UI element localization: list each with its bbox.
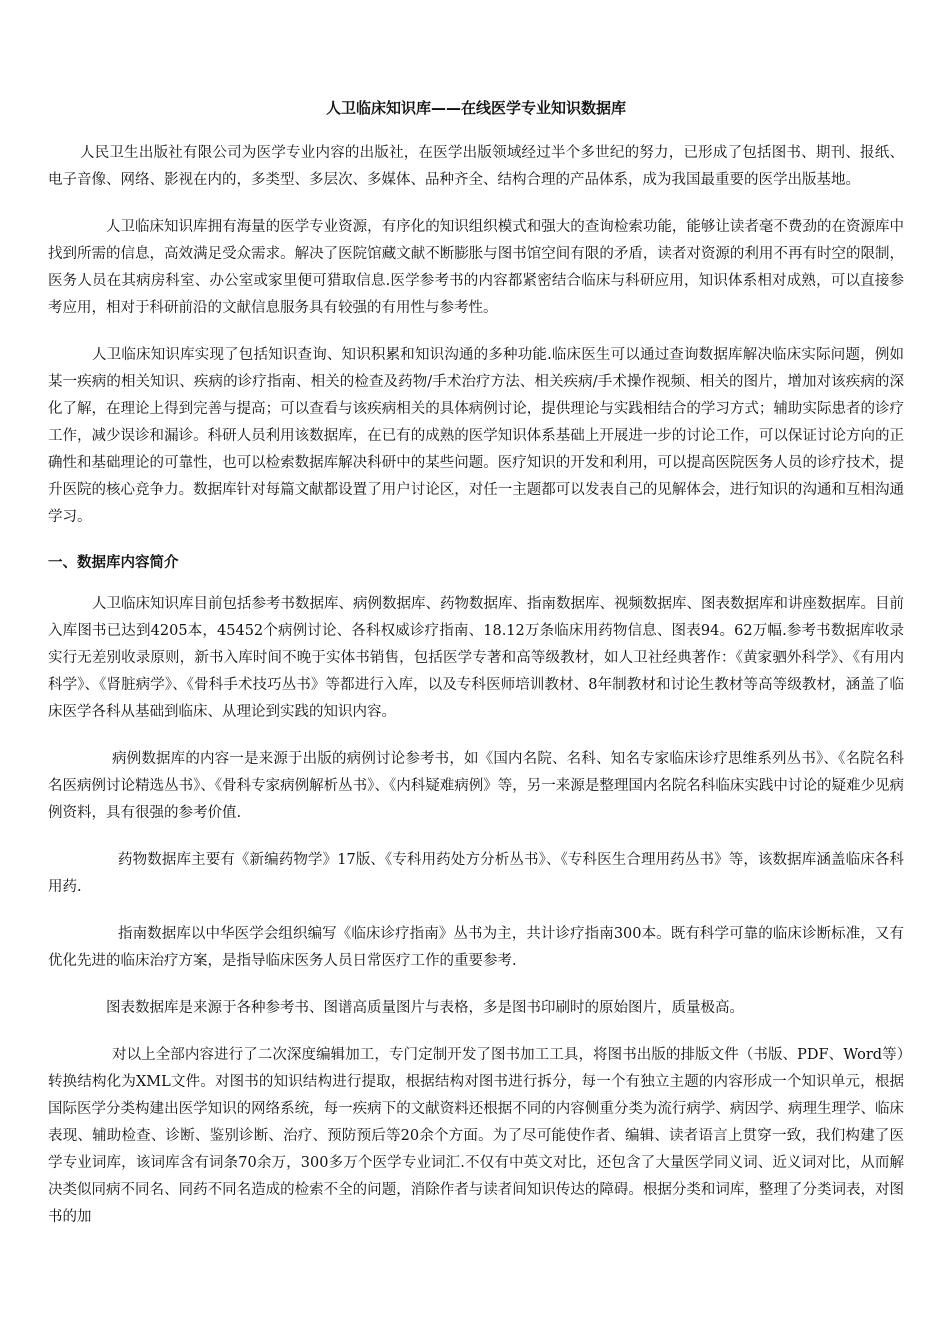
section-heading-content-overview: 一、数据库内容简介: [48, 555, 179, 571]
paragraph-database-overview: 人卫临床知识库目前包括参考书数据库、病例数据库、药物数据库、指南数据库、视频数据库、图表数据库和讲座数据库。目前入库图书已达到4205本，45452个病例讨论、各科权威诊疗指南、18.12万条临床用药物信息、图表94。62万幅.参考书数据库收录实行无差别收录原则，新书入库时间不晚于实体书销售，包括医学专著和高等级教材，如人卫社经典著作：《黄家驷外科学》、《有用内科学》、《肾脏病学》、《骨科手术技巧丛书》等都进行入库，以及专科医师培训教材、8年制教材和讨论生教材等高等级教材，涵盖了临床医学各科从基础到临床、从理论到实践的知识内容。: [48, 596, 904, 720]
intro-paragraph-publisher: 人民卫生出版社有限公司为医学专业内容的出版社，在医学出版领域经过半个多世纪的努力，已形成了包括图书、期刊、报纸、电子音像、网络、影视在内的，多类型、多层次、多媒体、品种齐全、结构合理的产品体系，成为我国最重要的医学出版基地。: [48, 145, 904, 188]
intro-paragraph-functions: 人卫临床知识库实现了包括知识查询、知识积累和知识沟通的多种功能.临床医生可以通过查询数据库解决临床实际问题，例如某一疾病的相关知识、疾病的诊疗指南、相关的检查及药物/手术治疗方法、相关疾病/手术操作视频、相关的图片，增加对该疾病的深化了解，在理论上得到完善与提高；可以查看与该疾病相关的具体病例讨论，提供理论与实践相结合的学习方式；辅助实际患者的诊疗工作，减少误诊和漏诊。科研人员利用该数据库，在已有的成熟的医学知识体系基础上开展进一步的讨论工作，可以保证讨论方向的正确性和基础理论的可靠性，也可以检索数据库解决科研中的某些问题。医疗知识的开发和利用，可以提高医院医务人员的诊疗技术，提升医院的核心竞争力。数据库针对每篇文献都设置了用户讨论区，对任一主题都可以发表自己的见解体会，进行知识的沟通和互相沟通学习。: [48, 347, 904, 525]
paragraph-drug-database: 药物数据库主要有《新编药物学》17版、《专科用药处方分析丛书》、《专科医生合理用药丛书》等，该数据库涵盖临床各科用药.: [48, 852, 904, 895]
document-page: [48, 96, 904, 1251]
paragraph-editing-process: 对以上全部内容进行了二次深度编辑加工，专门定制开发了图书加工工具，将图书出版的排版文件（书版、PDF、Word等）转换结构化为XML文件。对图书的知识结构进行提取，根据结构对图书进行拆分，每一个有独立主题的内容形成一个知识单元，根据国际医学分类构建出医学知识的网络系统，每一疾病下的文献资料还根据不同的内容侧重分类为流行病学、病因学、病理生理学、临床表现、辅助检查、诊断、鉴别诊断、治疗、预防预后等20余个方面。为了尽可能使作者、编辑、读者语言上贯穿一致，我们构建了医学专业词库，该词库含有词条70余万，300多万个医学专业词汇.不仅有中英文对比，还包含了大量医学同义词、近义词对比，从而解决类似同病不同名、同药不同名造成的检索不全的问题，消除作者与读者间知识传达的障碍。根据分类和词库，整理了分类词表，对图书的加: [48, 1047, 904, 1225]
intro-paragraph-resources: 人卫临床知识库拥有海量的医学专业资源，有序化的知识组织模式和强大的查询检索功能，能够让读者毫不费劲的在资源库中找到所需的信息，高效满足受众需求。解决了医院馆藏文献不断膨胀与图书馆空间有限的矛盾，读者对资源的利用不再有时空的限制，医务人员在其病房科室、办公室或家里便可猎取信息.医学参考书的内容都紧密结合临床与科研应用，知识体系相对成熟，可以直接参考应用，相对于科研前沿的文献信息服务具有较强的有用性与参考性。: [48, 219, 904, 316]
document-title: 人卫临床知识库——在线医学专业知识数据库: [325, 99, 626, 117]
paragraph-guideline-database: 指南数据库以中华医学会组织编写《临床诊疗指南》丛书为主，共计诊疗指南300本。既有科学可靠的临床诊断标准，又有优化先进的临床治疗方案，是指导临床医务人员日常医疗工作的重要参考.: [48, 926, 904, 969]
paragraph-chart-database: 图表数据库是来源于各种参考书、图谱高质量图片与表格，多是图书印刷时的原始图片，质量极高。: [106, 1000, 744, 1016]
paragraph-case-database: 病例数据库的内容一是来源于出版的病例讨论参考书，如《国内名院、名科、知名专家临床诊疗思维系列丛书》、《名院名科名医病例讨论精选丛书》、《骨科专家病例解析丛书》、《内科疑难病例》等，另一来源是整理国内名院名科临床实践中讨论的疑难少见病例资料，具有很强的参考价值.: [48, 751, 904, 821]
